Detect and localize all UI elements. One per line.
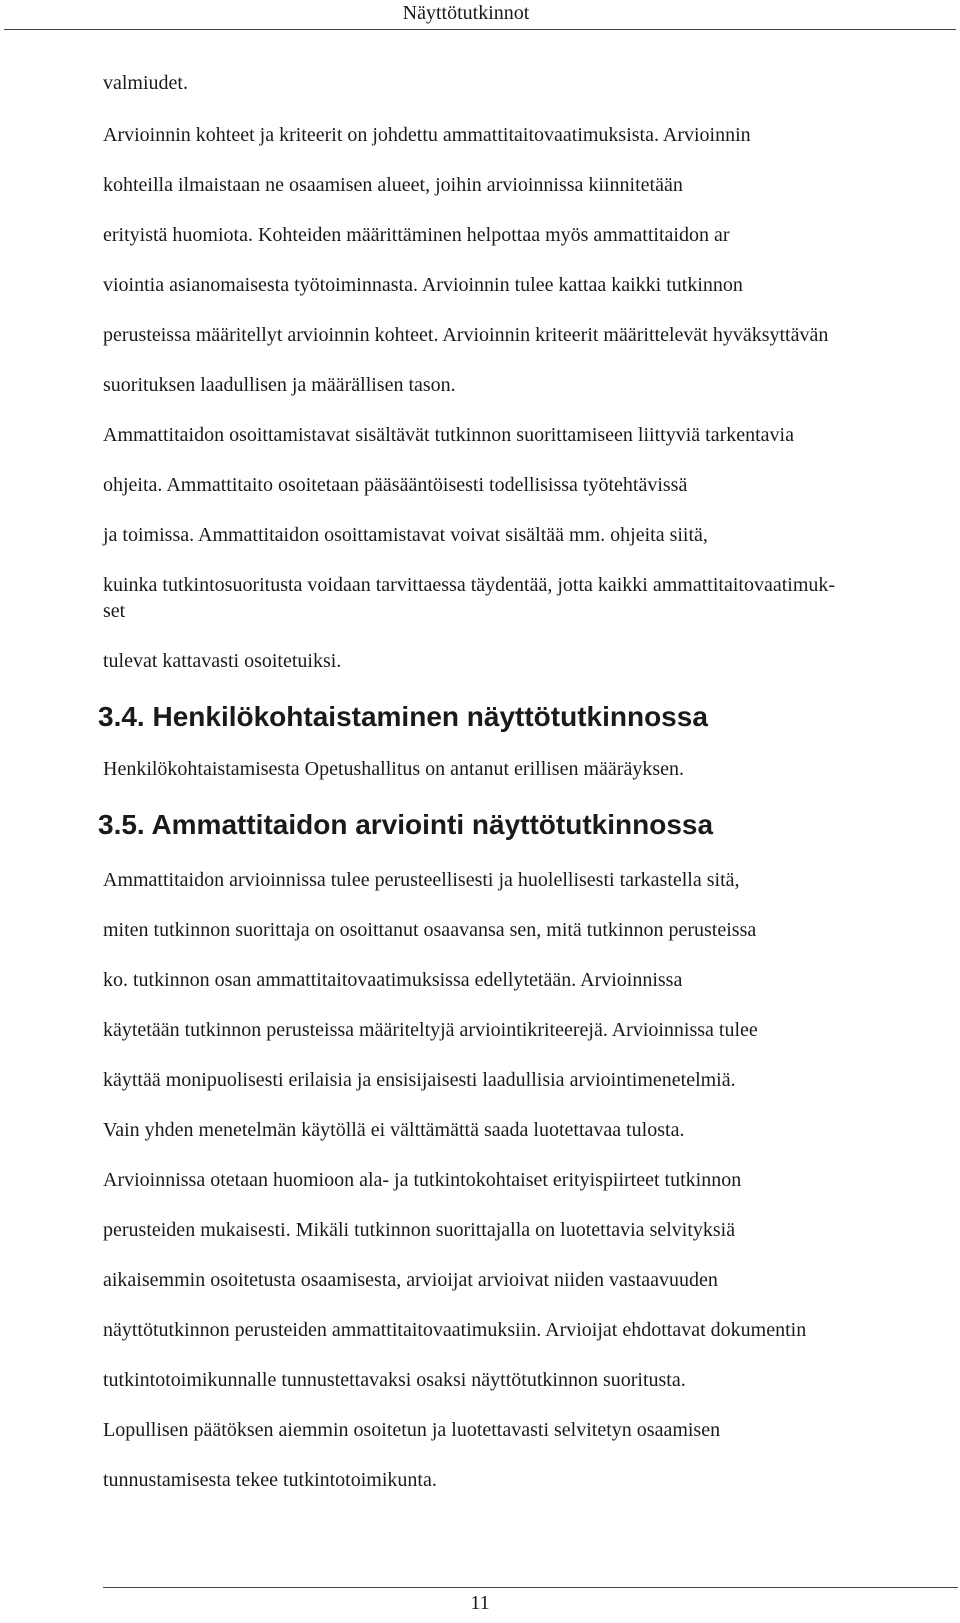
text-line: Lopullisen päätöksen aiemmin osoitetun ja luotettavasti selvitetyn osaamisen: [103, 1419, 721, 1441]
text-line: Ammattitaidon osoittamistavat sisältävät tutkinnon suorittamiseen liittyviä tarkentavia: [103, 424, 794, 446]
text-line: perusteiden mukaisesti. Mikäli tutkinnon suorittajalla on luotettavia selvityksiä: [103, 1219, 736, 1241]
text-line: ko. tutkinnon osan ammattitaitovaatimuksissa edellytetään. Arvioinnissa: [103, 969, 683, 991]
text-line: Arvioinnissa otetaan huomioon ala- ja tutkintokohtaiset erityispiirteet tutkinnon: [103, 1169, 742, 1191]
text-line: tutkintotoimikunnalle tunnustettavaksi osaksi näyttötutkinnon suoritusta.: [103, 1369, 686, 1391]
text-line: aikaisemmin osoitetusta osaamisesta, arvioijat arvioivat niiden vastaavuuden: [103, 1269, 718, 1291]
text-line: Arvioinnin kohteet ja kriteerit on johdettu ammattitaitovaatimuksista. Arvioinnin: [103, 124, 751, 146]
text-line: kuinka tutkintosuoritusta voidaan tarvittaessa täydentää, jotta kaikki ammattitaitovaatimuk-: [103, 574, 836, 596]
text-line: ja toimissa. Ammattitaidon osoittamistavat voivat sisältää mm. ohjeita siitä,: [103, 524, 708, 546]
text-line: suorituksen laadullisen ja määrällisen tason.: [103, 374, 456, 396]
text-line: perusteissa määritellyt arvioinnin kohteet. Arvioinnin kriteerit määrittelevät hyväksyttävän: [103, 324, 829, 346]
text-line: valmiudet.: [103, 72, 188, 94]
running-header: [0, 0, 960, 28]
text-line: ohjeita. Ammattitaito osoitetaan pääsääntöisesti todellisissa työtehtävissä: [103, 474, 688, 496]
text-line: Henkilökohtaistamisesta Opetushallitus on antanut erillisen määräyksen.: [103, 758, 684, 780]
text-line: set: [103, 600, 126, 622]
section-heading-3-5: 3.5. Ammattitaidon arviointi näyttötutkinnossa: [98, 809, 714, 840]
footer-rule: [103, 1587, 958, 1588]
text-line: miten tutkinnon suorittaja on osoittanut osaavansa sen, mitä tutkinnon perusteissa: [103, 919, 757, 941]
header-rule: [4, 29, 956, 30]
section-heading-3-4: 3.4. Henkilökohtaistaminen näyttötutkinnossa: [98, 701, 708, 732]
running-header-title: Näyttötutkinnot: [402, 2, 530, 24]
text-line: tulevat kattavasti osoitetuiksi.: [103, 650, 342, 672]
text-line: erityistä huomiota. Kohteiden määrittäminen helpottaa myös ammattitaidon ar: [103, 224, 730, 246]
text-line: näyttötutkinnon perusteiden ammattitaitovaatimuksiin. Arvioijat ehdottavat dokumentin: [103, 1319, 807, 1341]
text-line: kohteilla ilmaistaan ne osaamisen alueet, joihin arvioinnissa kiinnitetään: [103, 174, 683, 196]
page-number: [0, 1590, 960, 1616]
text-line: käyttää monipuolisesti erilaisia ja ensisijaisesti laadullisia arviointimenetelmiä.: [103, 1069, 736, 1091]
page-number-text: 11: [470, 1592, 490, 1614]
text-line: tunnustamisesta tekee tutkintotoimikunta.: [103, 1469, 437, 1491]
text-line: viointia asianomaisesta työtoiminnasta. Arvioinnin tulee kattaa kaikki tutkinnon: [103, 274, 743, 296]
text-line: käytetään tutkinnon perusteissa määriteltyjä arviointikriteerejä. Arvioinnissa tulee: [103, 1019, 758, 1041]
text-line: Vain yhden menetelmän käytöllä ei välttämättä saada luotettavaa tulosta.: [103, 1119, 685, 1141]
text-line: Ammattitaidon arvioinnissa tulee perusteellisesti ja huolellisesti tarkastella sitä,: [103, 869, 740, 891]
page-body: [98, 70, 938, 1493]
